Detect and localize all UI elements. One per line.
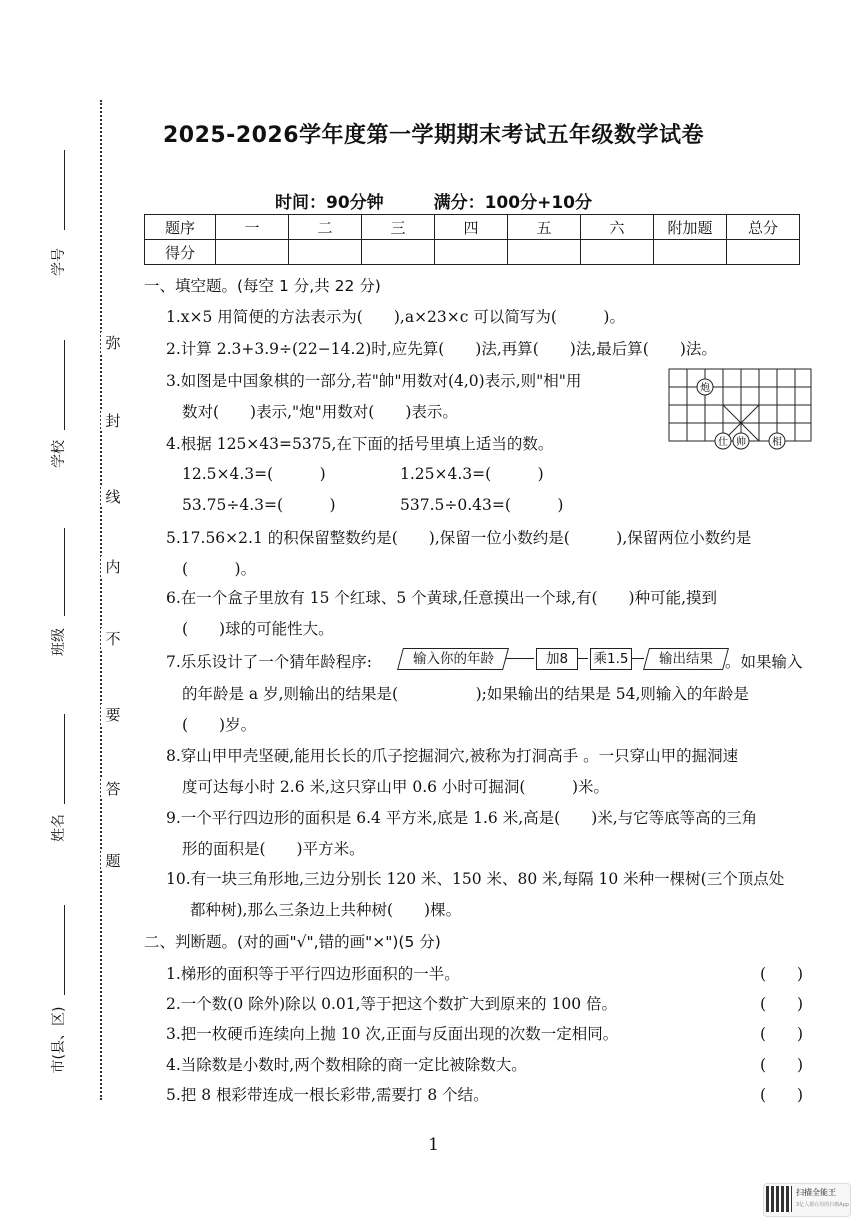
flow-output-box <box>643 648 729 670</box>
score-input-cell[interactable] <box>654 240 727 265</box>
score-cell: 二 <box>289 215 362 240</box>
watermark-subtitle: 3亿人都在用的扫描App <box>796 1202 849 1208</box>
binding-line <box>100 100 102 1100</box>
svg-text:相: 相 <box>772 437 782 448</box>
score-cell: 五 <box>508 215 581 240</box>
name-line <box>64 714 65 804</box>
flow-input-label: 输入你的年龄 <box>412 651 494 667</box>
section2-title: 二、判断题。(对的画"√",错的画"×")(5 分) <box>144 933 441 951</box>
binding-char: 要 <box>101 704 125 725</box>
score-cell: 一 <box>216 215 289 240</box>
question-7-prefix: 7.乐乐设计了一个猜年龄程序: <box>166 653 373 671</box>
region-line <box>64 905 65 995</box>
question-8-line2: 度可达每小时 2.6 米,这只穿山甲 0.6 小时可掘洞( )米。 <box>182 778 610 796</box>
svg-text:帅: 帅 <box>736 437 746 448</box>
school-line <box>64 340 65 430</box>
question-4-item: 12.5×4.3=( ) <box>182 465 326 483</box>
question-9-line1: 9.一个平行四边形的面积是 6.4 平方米,底是 1.6 米,高是( )米,与它等底等高的三角 <box>166 809 758 827</box>
class-label: 班级 <box>51 628 67 656</box>
score-input-cell[interactable] <box>508 240 581 265</box>
name-label: 姓名 <box>51 814 67 842</box>
class-line <box>64 528 65 616</box>
question-3-line1: 3.如图是中国象棋的一部分,若"帥"用数对(4,0)表示,则"相"用 <box>166 372 582 390</box>
question-4-item: 537.5÷0.43=( ) <box>400 496 564 514</box>
question-8-line1: 8.穿山甲甲壳坚硬,能用长长的爪子挖掘洞穴,被称为打洞高手 。一只穿山甲的掘洞速 <box>166 747 739 765</box>
judge-item: 1.梯形的面积等于平行四边形面积的一半。 <box>166 965 460 983</box>
judge-answer-bracket[interactable]: ( ) <box>760 1025 804 1043</box>
question-6-line1: 6.在一个盒子里放有 15 个红球、5 个黄球,任意摸出一个球,有( )种可能,摸到 <box>166 589 718 607</box>
score-cell: 附加题 <box>654 215 727 240</box>
question-10-line2: 都种树),那么三条边上共种树( )棵。 <box>190 901 462 919</box>
page-number: 1 <box>428 1135 439 1155</box>
question-4-item: 53.75÷4.3=( ) <box>182 496 336 514</box>
judge-item: 2.一个数(0 除外)除以 0.01,等于把这个数扩大到原来的 100 倍。 <box>166 995 617 1013</box>
question-5-line2: ( )。 <box>182 560 257 578</box>
flow-arrow <box>506 658 534 659</box>
binding-char: 不 <box>101 628 125 649</box>
judge-answer-bracket[interactable]: ( ) <box>760 995 804 1013</box>
binding-char: 弥 <box>101 332 125 353</box>
score-cell: 四 <box>435 215 508 240</box>
question-10-line1: 10.有一块三角形地,三边分别长 120 米、150 米、80 米,每隔 10 米种一棵树(三个顶点处 <box>166 870 785 888</box>
school-label: 学校 <box>51 440 67 468</box>
binding-char: 内 <box>101 556 125 577</box>
question-7-suffix: 。如果输入 <box>725 653 803 671</box>
chess-piece-xiang <box>769 433 785 449</box>
flow-input-box <box>397 648 509 670</box>
binding-char: 答 <box>101 778 125 799</box>
question-7-line3: ( )岁。 <box>182 716 257 734</box>
scanner-watermark <box>763 1183 851 1217</box>
qr-code-icon <box>766 1186 792 1212</box>
score-table-header-row <box>145 215 800 240</box>
student-id-label: 学号 <box>51 248 67 276</box>
score-input-cell[interactable] <box>435 240 508 265</box>
score-table <box>144 214 800 265</box>
score-input-cell[interactable] <box>362 240 435 265</box>
question-4-item: 1.25×4.3=( ) <box>400 465 544 483</box>
judge-item: 4.当除数是小数时,两个数相除的商一定比被除数大。 <box>166 1056 527 1074</box>
score-cell: 得分 <box>145 240 216 265</box>
score-cell: 六 <box>581 215 654 240</box>
question-2: 2.计算 2.3+3.9÷(22−14.2)时,应先算( )法,再算( )法,最后算( )法。 <box>166 340 717 358</box>
chess-piece-shuai <box>733 433 749 449</box>
binding-char: 线 <box>101 486 125 507</box>
exam-full-score: 满分：100分+10分 <box>433 193 592 213</box>
section1-title: 一、填空题。(每空 1 分,共 22 分) <box>144 277 381 295</box>
judge-answer-bracket[interactable]: ( ) <box>760 965 804 983</box>
score-cell: 题序 <box>145 215 216 240</box>
exam-info <box>0 188 867 213</box>
question-7-line2: 的年龄是 a 岁,则输出的结果是( );如果输出的结果是 54,则输入的年龄是 <box>182 685 749 703</box>
chess-board-figure <box>668 368 812 452</box>
judge-item: 3.把一枚硬币连续向上抛 10 次,正面与反面出现的次数一定相同。 <box>166 1025 619 1043</box>
question-6-line2: ( )球的可能性大。 <box>182 620 334 638</box>
judge-answer-bracket[interactable]: ( ) <box>760 1086 804 1104</box>
flow-step-add: 加8 <box>536 648 578 670</box>
flow-arrow <box>632 658 644 659</box>
flow-arrow <box>578 658 588 659</box>
exam-time: 时间：90分钟 <box>275 193 384 213</box>
question-3-line2: 数对( )表示,"炮"用数对( )表示。 <box>182 403 458 421</box>
flow-output-label: 输出结果 <box>659 651 713 667</box>
score-input-cell[interactable] <box>581 240 654 265</box>
region-label: 市(县、区) <box>51 1006 67 1074</box>
score-cell: 三 <box>362 215 435 240</box>
chess-piece-shi <box>715 433 731 449</box>
binding-char: 题 <box>101 850 125 871</box>
score-input-cell[interactable] <box>727 240 800 265</box>
binding-char: 封 <box>101 410 125 431</box>
watermark-title: 扫描全能王 <box>796 1188 836 1197</box>
svg-text:仕: 仕 <box>718 437 728 448</box>
score-cell: 总分 <box>727 215 800 240</box>
question-5-line1: 5.17.56×2.1 的积保留整数约是( ),保留一位小数约是( ),保留两位小数约是 <box>166 529 752 547</box>
flow-step-multiply: 乘1.5 <box>590 648 632 670</box>
svg-text:炮: 炮 <box>700 383 710 394</box>
question-1: 1.x×5 用简便的方法表示为( ),a×23×c 可以简写为( )。 <box>166 308 625 326</box>
exam-title: 2025-2026学年度第一学期期末考试五年级数学试卷 <box>162 123 705 148</box>
score-input-cell[interactable] <box>289 240 362 265</box>
chess-piece-pao <box>697 379 713 395</box>
judge-answer-bracket[interactable]: ( ) <box>760 1056 804 1074</box>
question-9-line2: 形的面积是( )平方米。 <box>182 840 365 858</box>
question-4: 4.根据 125×43=5375,在下面的括号里填上适当的数。 <box>166 435 554 453</box>
judge-item: 5.把 8 根彩带连成一根长彩带,需要打 8 个结。 <box>166 1086 489 1104</box>
score-table-score-row <box>145 240 800 265</box>
score-input-cell[interactable] <box>216 240 289 265</box>
